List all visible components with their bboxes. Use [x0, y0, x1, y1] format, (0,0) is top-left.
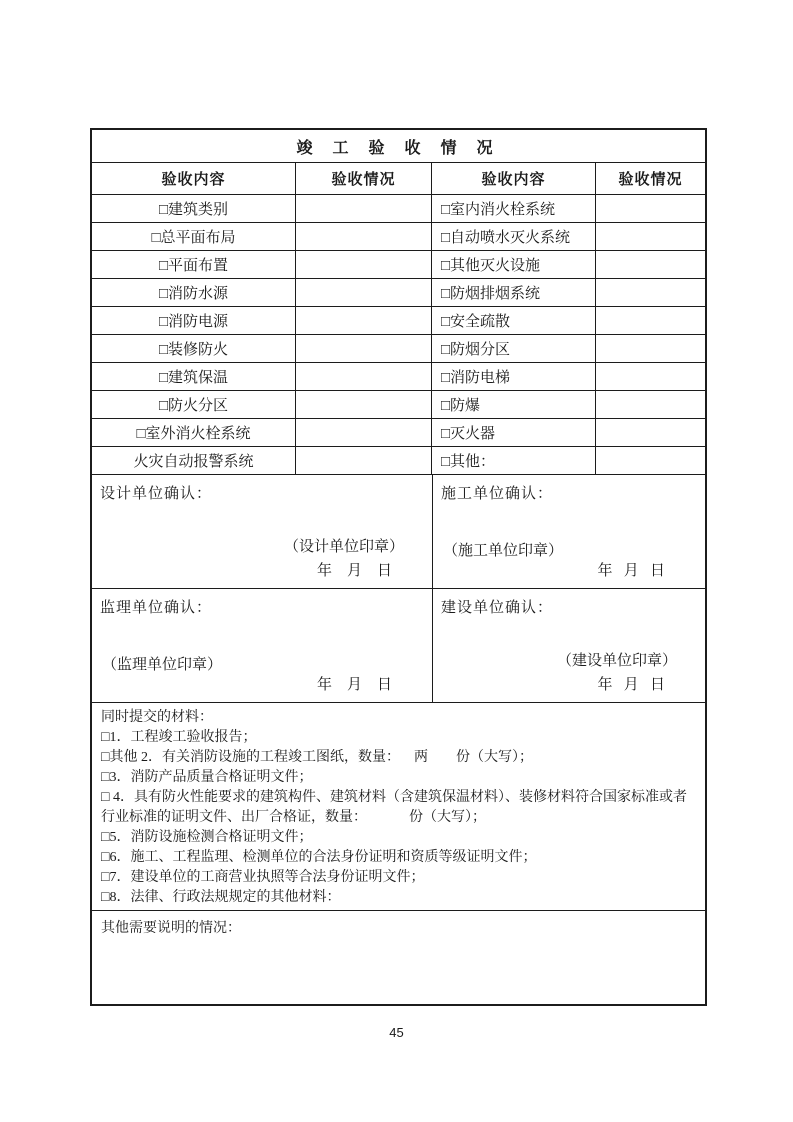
header-acceptance-status-left: 验收情况 [296, 163, 432, 194]
materials-item-8: □8．法律、行政法规规定的其他材料： [101, 890, 341, 905]
construction-unit-date-line: 年 月 日 [597, 563, 665, 579]
table-row [92, 251, 705, 279]
table-header-row [92, 163, 705, 195]
status-cell-empty [296, 391, 432, 418]
status-cell-empty [596, 279, 705, 306]
checklist-item-decoration-fireproofing: □装修防火 [92, 335, 296, 362]
status-cell-empty [296, 419, 432, 446]
checklist-item-fire-power-supply: □消防电源 [92, 307, 296, 334]
materials-item-1: □1．工程竣工验收报告； [101, 730, 257, 745]
design-unit-seal-placeholder: （设计单位印章） [283, 539, 404, 555]
materials-item-2: □其他 2．有关消防设施的工程竣工图纸，数量： 两 份（大写）； [101, 750, 533, 765]
header-acceptance-status-right: 验收情况 [618, 172, 683, 188]
table-row [92, 363, 705, 391]
checklist-item-site-plan-layout: □总平面布局 [92, 223, 296, 250]
status-cell-empty [596, 447, 705, 474]
status-cell-empty [596, 307, 705, 334]
client-unit-date-line: 年 月 日 [597, 677, 665, 693]
materials-heading: 同时提交的材料： [101, 710, 213, 725]
table-row [92, 447, 705, 475]
table-row [92, 391, 705, 419]
table-row [92, 223, 705, 251]
checklist-item-fire-alarm-system: 火灾自动报警系统 [92, 447, 296, 474]
signature-row-1 [92, 475, 705, 589]
signature-row-2 [92, 589, 705, 703]
table-row [92, 419, 705, 447]
status-cell-empty [296, 307, 432, 334]
status-cell-empty [296, 363, 432, 390]
checklist-item-fire-compartment: □防火分区 [92, 391, 296, 418]
checklist-item-fire-extinguisher: □灭火器 [432, 419, 596, 446]
status-cell-empty [596, 363, 705, 390]
client-unit-confirmation-block [433, 589, 705, 702]
status-cell-empty [596, 419, 705, 446]
status-cell-empty [296, 251, 432, 278]
table-row [92, 335, 705, 363]
status-cell-empty [596, 223, 705, 250]
checklist-item-building-category: □建筑类别 [92, 195, 296, 222]
checklist-item-other: □其他： [432, 447, 596, 474]
form-title: 竣 工 验 收 情 况 [92, 130, 705, 163]
checklist-item-explosion-protection: □防爆 [432, 391, 596, 418]
materials-item-6: □6．施工、工程监理、检测单位的合法身份证明和资质等级证明文件； [101, 850, 537, 865]
supervision-unit-confirmation-block [92, 589, 433, 702]
checklist-item-fire-water-source: □消防水源 [92, 279, 296, 306]
construction-unit-confirmation-block [433, 475, 705, 588]
checklist-item-smoke-control-system: □防烟排烟系统 [432, 279, 596, 306]
supervision-unit-date-line: 年 月 日 [316, 677, 392, 693]
table-row [92, 195, 705, 223]
table-row [92, 307, 705, 335]
table-row [92, 279, 705, 307]
status-cell-empty [596, 251, 705, 278]
construction-unit-confirmation-label: 施工单位确认： [441, 486, 554, 502]
header-acceptance-content-left: 验收内容 [92, 163, 296, 194]
submitted-materials-section [92, 703, 705, 911]
construction-unit-seal-placeholder: （施工单位印章） [443, 543, 564, 559]
checklist-item-outdoor-hydrant-system: □室外消火栓系统 [92, 419, 296, 446]
design-unit-confirmation-label: 设计单位确认： [100, 486, 213, 502]
status-cell-empty [296, 223, 432, 250]
page-number: 45 [389, 1025, 404, 1040]
checklist-item-fire-elevator: □消防电梯 [432, 363, 596, 390]
other-remarks-section [92, 911, 705, 1006]
status-cell-empty [296, 279, 432, 306]
design-unit-confirmation-block [92, 475, 433, 588]
materials-item-7: □7．建设单位的工商营业执照等合法身份证明文件； [101, 870, 425, 885]
client-unit-confirmation-label: 建设单位确认： [441, 600, 554, 616]
materials-item-5: □5．消防设施检测合格证明文件； [101, 830, 313, 845]
checklist-item-indoor-hydrant-system: □室内消火栓系统 [432, 195, 596, 222]
checklist-item-building-insulation: □建筑保温 [92, 363, 296, 390]
checklist-item-floor-layout: □平面布置 [92, 251, 296, 278]
status-cell-empty [596, 195, 705, 222]
supervision-unit-seal-placeholder: （监理单位印章） [102, 657, 223, 673]
design-unit-date-line: 年 月 日 [316, 563, 392, 579]
status-cell-empty [596, 335, 705, 362]
other-remarks-heading: 其他需要说明的情况： [101, 921, 241, 936]
status-cell-empty [296, 195, 432, 222]
header-acceptance-content-right: 验收内容 [432, 163, 596, 194]
checklist-item-other-extinguishing-facilities: □其他灭火设施 [432, 251, 596, 278]
checklist-item-sprinkler-system: □自动喷水灭火系统 [432, 223, 596, 250]
materials-item-4: □ 4．具有防火性能要求的建筑构件、建筑材料（含建筑保温材料）、装修材料符合国家标准或者行业标准的证明文件、出厂合格证，数量： 份（大写）； [101, 790, 687, 825]
status-cell-empty [296, 335, 432, 362]
checklist-item-smoke-compartment: □防烟分区 [432, 335, 596, 362]
status-cell-empty [296, 447, 432, 474]
completion-acceptance-form [90, 128, 707, 1006]
supervision-unit-confirmation-label: 监理单位确认： [100, 600, 213, 616]
status-cell-empty [596, 391, 705, 418]
client-unit-seal-placeholder: （建设单位印章） [556, 653, 677, 669]
checklist-item-safe-evacuation: □安全疏散 [432, 307, 596, 334]
materials-item-3: □3．消防产品质量合格证明文件； [101, 770, 313, 785]
